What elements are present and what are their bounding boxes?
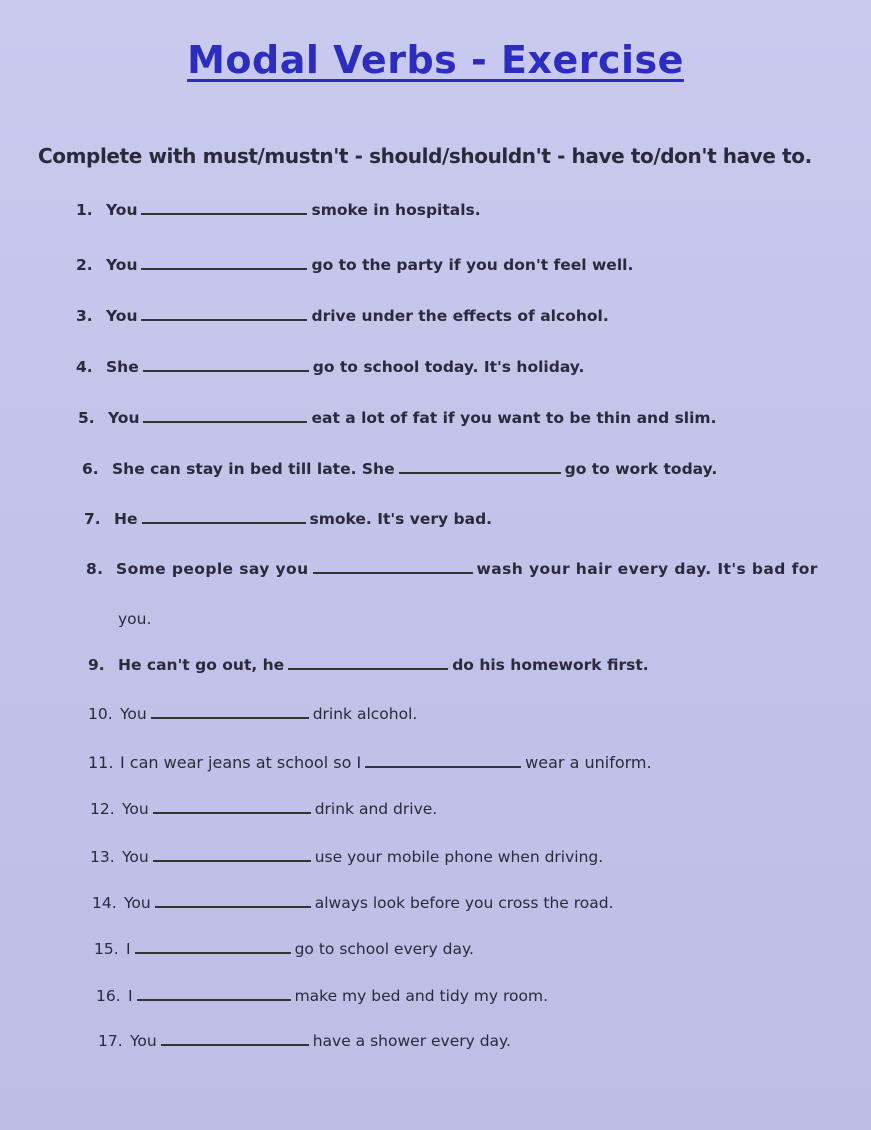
list-item (92, 894, 614, 912)
item-text-after: smoke in hospitals. (311, 201, 481, 219)
item-number: 11. (88, 753, 114, 772)
answer-blank[interactable] (137, 998, 291, 1001)
item-text-after: wear a uniform. (525, 753, 652, 772)
answer-blank[interactable] (141, 318, 307, 321)
answer-blank[interactable] (135, 951, 291, 954)
answer-blank[interactable] (288, 667, 448, 670)
answer-blank[interactable] (141, 267, 307, 270)
item-number: 13. (90, 848, 115, 866)
item-number: 16. (96, 987, 121, 1005)
list-item (76, 358, 584, 376)
page-title (0, 38, 871, 82)
list-item (94, 940, 474, 958)
list-item (76, 307, 609, 325)
item-text-after: have a shower every day. (312, 1032, 511, 1050)
instruction-text: Complete with must/mustn't - should/shouldn't - have to/don't have to. (38, 144, 812, 168)
item-text-after: go to the party if you don't feel well. (311, 256, 634, 274)
item-text-before: You (130, 1032, 157, 1050)
item-number: 7. (84, 510, 101, 528)
item-text-before: You (106, 256, 138, 274)
item-text-after: drive under the effects of alcohol. (311, 307, 609, 325)
item-number: 4. (76, 358, 93, 376)
list-item (78, 409, 716, 427)
item-text-before: He (114, 510, 138, 528)
item-number: 6. (82, 460, 99, 478)
item-number: 12. (90, 800, 115, 818)
item-text-before: He can't go out, he (118, 656, 285, 674)
item-text-before: You (108, 409, 140, 427)
item-text-after: use your mobile phone when driving. (314, 848, 604, 866)
item-text-before: She (106, 358, 139, 376)
list-item (88, 753, 652, 772)
item-number: 15. (94, 940, 119, 958)
title-text: Modal Verbs - Exercise (187, 38, 684, 82)
item-text-after: go to work today. (564, 460, 718, 478)
item-text-after: wash your hair every day. It's bad for (476, 560, 818, 578)
list-item-continuation: you. (118, 610, 152, 628)
item-text-after: make my bed and tidy my room. (294, 987, 549, 1005)
item-text-after: do his homework first. (452, 656, 649, 674)
list-item (96, 987, 548, 1005)
item-text-after: go to school every day. (294, 940, 474, 958)
item-text-before: You (106, 307, 138, 325)
item-number: 1. (76, 201, 93, 219)
item-text-before: Some people say you (116, 560, 309, 578)
item-number: 17. (98, 1032, 123, 1050)
answer-blank[interactable] (161, 1043, 309, 1046)
item-text-before: I (128, 987, 133, 1005)
item-text-before: I can wear jeans at school so I (120, 753, 362, 772)
answer-blank[interactable] (155, 905, 311, 908)
item-text-before: You (124, 894, 151, 912)
answer-blank[interactable] (142, 521, 306, 524)
list-item (84, 510, 492, 528)
list-item (82, 460, 717, 478)
answer-blank[interactable] (313, 571, 473, 574)
item-text-after: drink and drive. (314, 800, 438, 818)
list-item (76, 256, 633, 274)
list-item (86, 560, 818, 578)
item-text-before: You (122, 848, 149, 866)
answer-blank[interactable] (143, 420, 307, 423)
item-text-after: always look before you cross the road. (314, 894, 614, 912)
answer-blank[interactable] (141, 212, 307, 215)
item-number: 8. (86, 560, 104, 578)
list-item (98, 1032, 511, 1050)
list-item (90, 848, 603, 866)
item-text-after: go to school today. It's holiday. (312, 358, 585, 376)
answer-blank[interactable] (153, 859, 311, 862)
item-number: 3. (76, 307, 93, 325)
item-number: 5. (78, 409, 95, 427)
item-number: 9. (88, 656, 105, 674)
item-text-before: She can stay in bed till late. She (112, 460, 395, 478)
item-number: 10. (88, 705, 113, 723)
answer-blank[interactable] (143, 369, 309, 372)
item-text-before: You (106, 201, 138, 219)
list-item (90, 800, 437, 818)
answer-blank[interactable] (365, 765, 521, 768)
item-number: 2. (76, 256, 93, 274)
item-text-after: eat a lot of fat if you want to be thin and slim. (311, 409, 717, 427)
item-text-before: I (126, 940, 131, 958)
item-text-after: drink alcohol. (312, 705, 418, 723)
answer-blank[interactable] (153, 811, 311, 814)
answer-blank[interactable] (151, 716, 309, 719)
answer-blank[interactable] (399, 471, 561, 474)
item-number: 14. (92, 894, 117, 912)
item-text-before: You (122, 800, 149, 818)
list-item (76, 201, 481, 219)
list-item (88, 656, 649, 674)
item-text-after: smoke. It's very bad. (309, 510, 493, 528)
item-text-before: You (120, 705, 147, 723)
list-item (88, 705, 417, 723)
